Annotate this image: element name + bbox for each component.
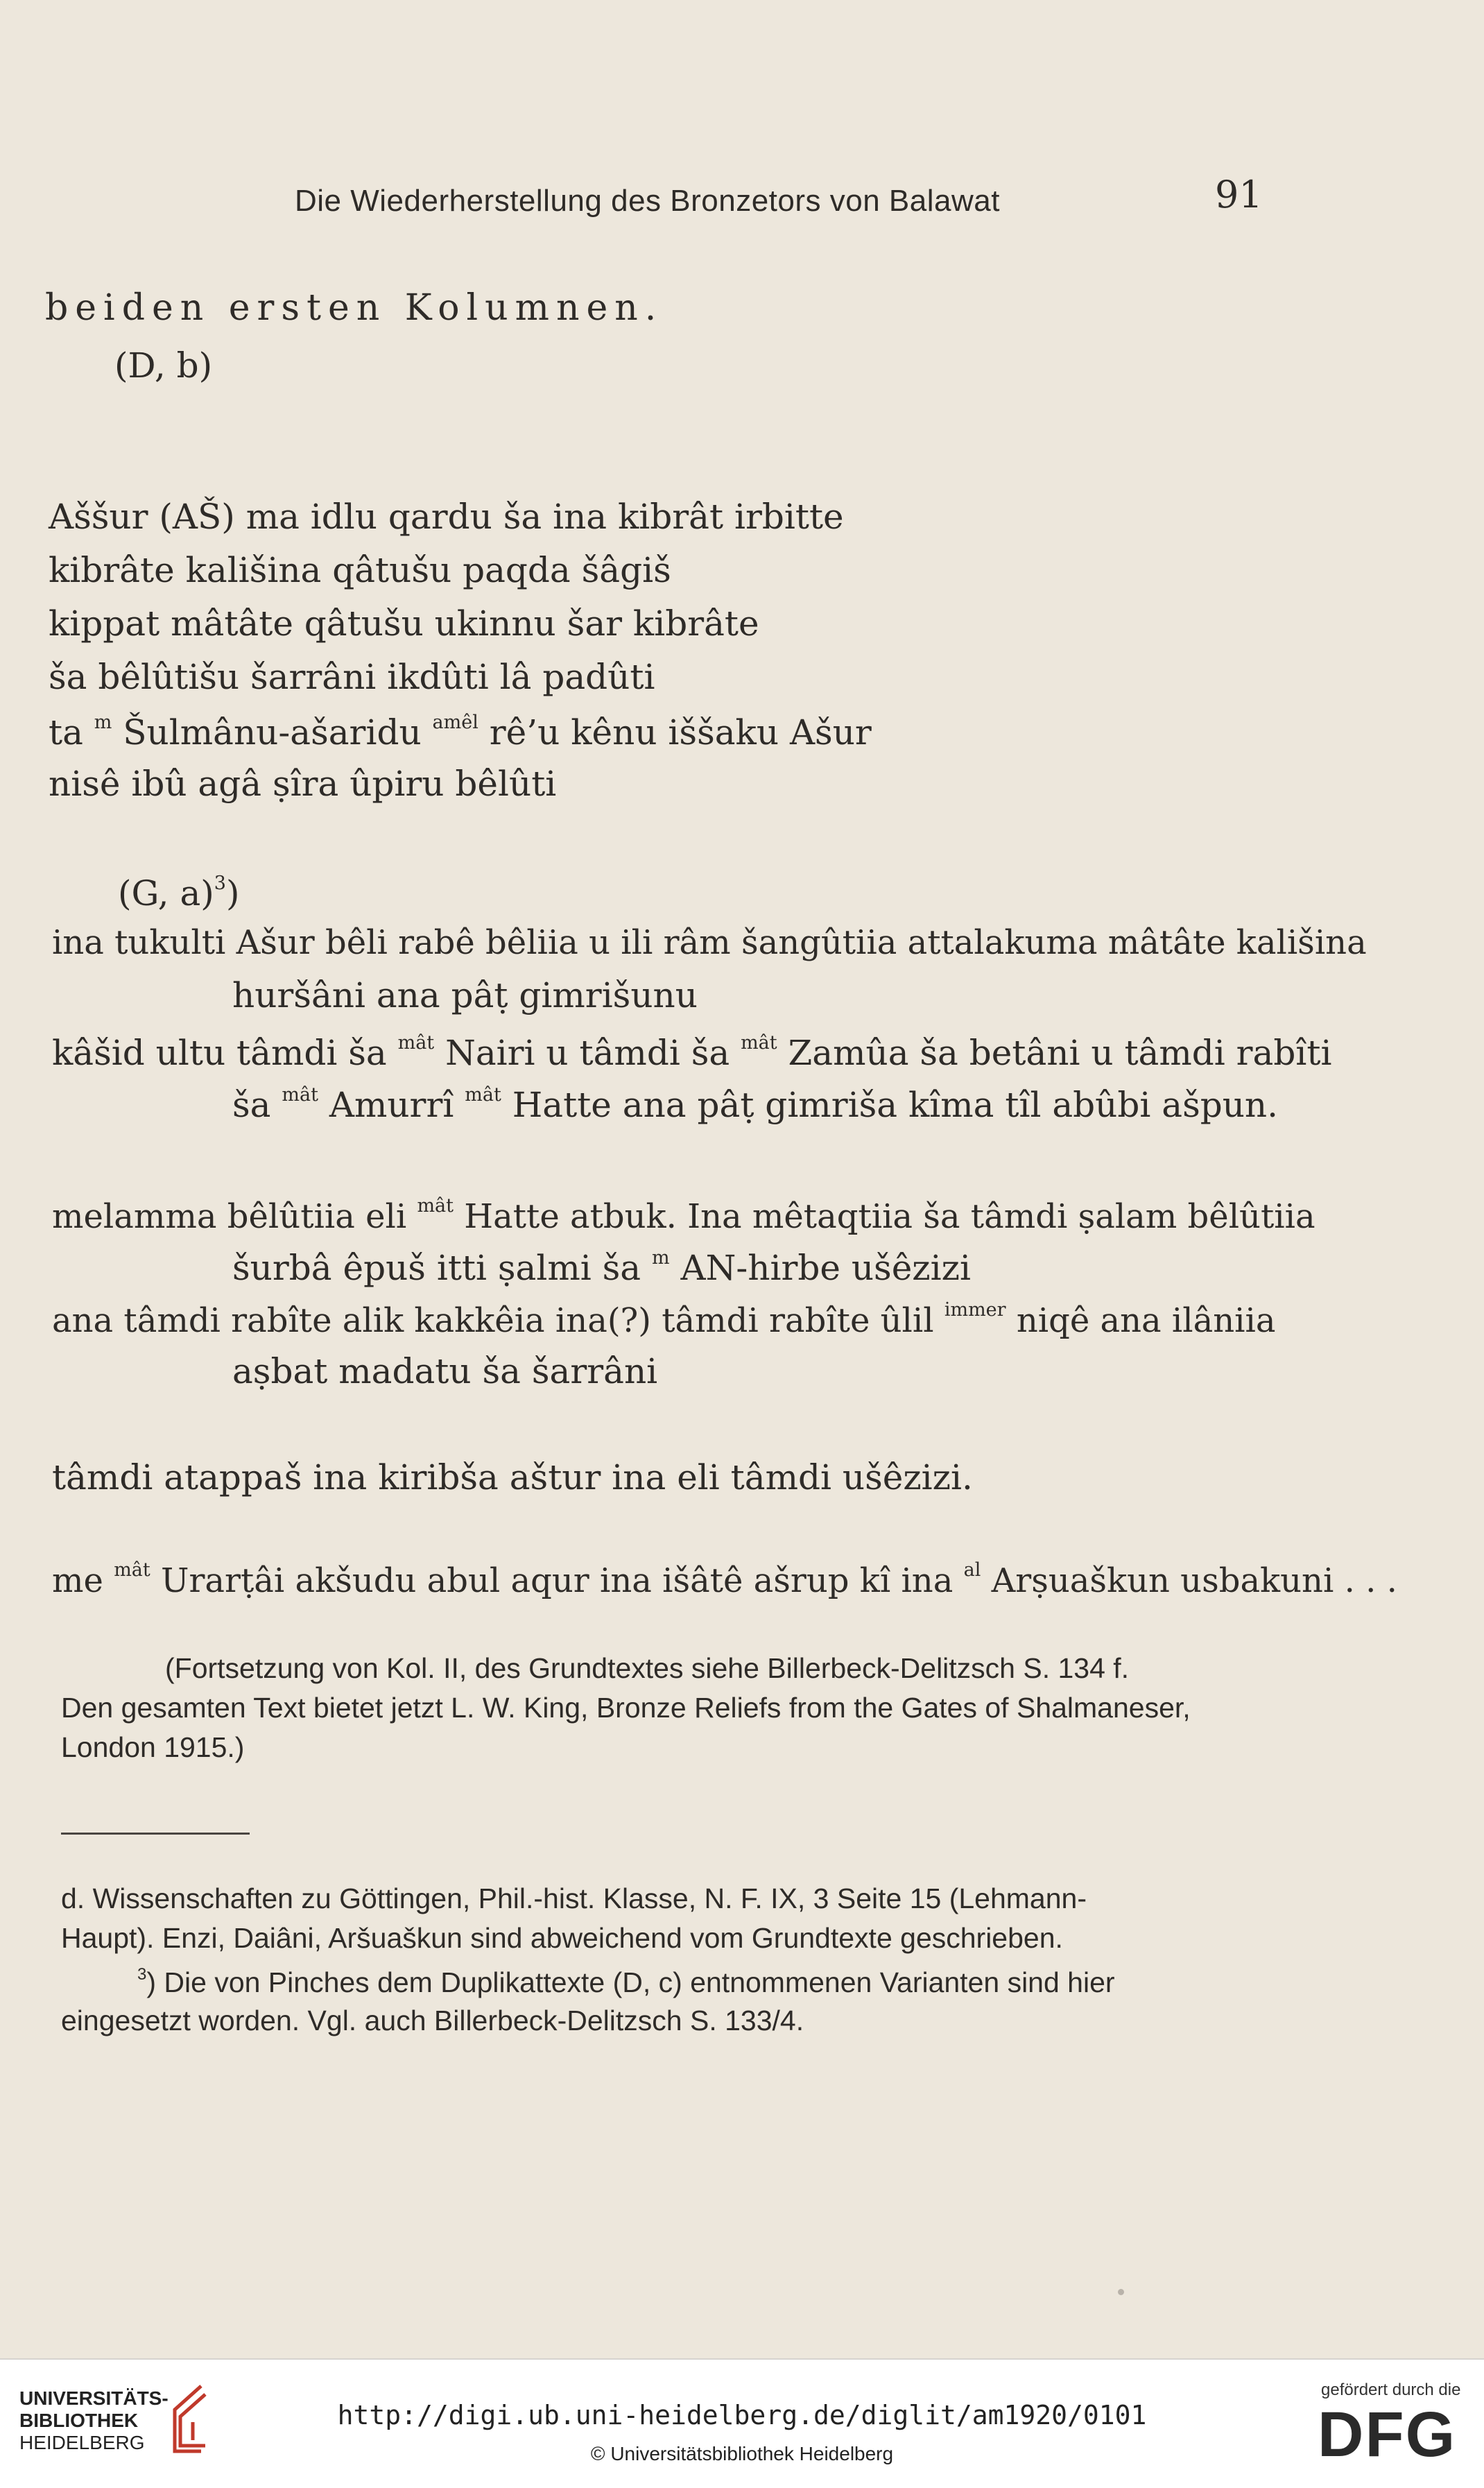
- bracket-note-line: Den gesamten Text bietet jetzt L. W. King, Bronze Reliefs from the Gates of Shalmaneser,: [61, 1692, 1191, 1724]
- footnote-mark: 3: [137, 1965, 147, 1984]
- footnote-mark: 3: [214, 873, 226, 894]
- bracket-note-line: (Fortsetzung von Kol. II, des Grundtextes siehe Billerbeck-Delitzsch S. 134 f.: [165, 1652, 1130, 1684]
- determinative-sup: mât: [397, 1032, 435, 1054]
- section-label-ga: (G, a)$^3$): [118, 873, 240, 913]
- transliteration-line: aṣbat madatu ša šarrâni: [232, 1351, 658, 1391]
- transliteration-line: šurbâ êpuš itti ṣalmi ša $^m$ AN-hirbe ušêzizi: [232, 1247, 971, 1288]
- determinative-sup: m: [94, 712, 112, 733]
- determinative-sup: mât: [114, 1559, 150, 1581]
- transliteration-line: huršâni ana pâṭ gimrišunu: [232, 975, 698, 1015]
- running-title: Die Wiederherstellung des Bronzetors von Balawat: [295, 184, 1000, 218]
- determinative-sup: amêl: [432, 712, 478, 733]
- transliteration-line: kippat mâtâte qâtušu ukinnu šar kibrâte: [49, 603, 759, 644]
- determinative-sup: mât: [465, 1084, 501, 1106]
- footnote-rule: [61, 1833, 250, 1835]
- transliteration-line: melamma bêlûtiia eli $^{mât}$ Hatte atbuk. Ina mêtaqtiia ša tâmdi ṣalam bêlûtiia: [52, 1195, 1315, 1236]
- transliteration-line: ta $^m$ Šulmânu-ašaridu $^{amêl}$ rê’u kênu iššaku Ašur: [49, 712, 872, 753]
- determinative-sup: m: [652, 1247, 670, 1269]
- transliteration-line: ša bêlûtišu šarrâni ikdûti lâ padûti: [49, 657, 655, 697]
- funding-caption: gefördert durch die: [1321, 2380, 1461, 2399]
- footer-bar: [0, 2358, 1484, 2488]
- section-heading: beiden ersten Kolumnen.: [45, 287, 664, 329]
- transliteration-line: ina tukulti Ašur bêli rabê bêliia u ili râm šangûtiia attalakuma mâtâte kališina: [52, 923, 1367, 962]
- library-logo-text: UNIVERSITÄTS- BIBLIOTHEK HEIDELBERG: [19, 2387, 169, 2453]
- footnote-line: Haupt). Enzi, Daiâni, Aršuaškun sind abweichend vom Grundtexte geschrieben.: [61, 1922, 1063, 1954]
- section-label-db: (D, b): [114, 345, 213, 386]
- transliteration-line: tâmdi atappaš ina kiribša aštur ina eli tâmdi ušêzizi.: [52, 1457, 973, 1498]
- determinative-sup: mât: [282, 1084, 318, 1106]
- dfg-logo: DFG: [1318, 2399, 1457, 2470]
- bracket-note-line: London 1915.): [61, 1731, 245, 1763]
- transliteration-line: ša $^{mât}$ Amurrî $^{mât}$ Hatte ana pâṭ gimriša kîma tîl abûbi ašpun.: [232, 1084, 1279, 1125]
- permalink[interactable]: http://digi.ub.uni-heidelberg.de/diglit/am1920/0101: [337, 2400, 1147, 2430]
- page-number: 91: [1215, 173, 1263, 216]
- copyright-notice: © Universitätsbibliothek Heidelberg: [590, 2443, 894, 2464]
- determinative-sup: immer: [944, 1299, 1006, 1321]
- determinative-sup: al: [963, 1559, 981, 1581]
- paper-speck: [1118, 2289, 1124, 2295]
- transliteration-line: nisê ibû agâ ṣîra ûpiru bêlûti: [49, 764, 557, 804]
- transliteration-line: ana tâmdi rabîte alik kakkêia ina(?) tâmdi rabîte ûlil $^{immer}$ niqê ana ilâniia: [52, 1299, 1276, 1340]
- transliteration-line: kâšid ultu tâmdi ša $^{mât}$ Nairi u tâmdi ša $^{mât}$ Zamûa ša betâni u tâmdi rabîti: [52, 1032, 1332, 1073]
- footnote-line: $^3$) Die von Pinches dem Duplikattexte (D, c) entnommenen Varianten sind hier: [137, 1965, 1115, 1998]
- transliteration-line: Aššur (AŠ) ma idlu qardu ša ina kibrât irbitte: [49, 497, 844, 537]
- transliteration-line: me $^{mât}$ Urarṭâi akšudu abul aqur ina išâtê ašrup kî ina $^{al}$ Arṣuaškun usbakuni . . .: [52, 1559, 1397, 1600]
- transliteration-line: kibrâte kališina qâtušu paqda šâgiš: [49, 550, 671, 590]
- determinative-sup: mât: [417, 1195, 454, 1217]
- footnote-line: eingesetzt worden. Vgl. auch Billerbeck-Delitzsch S. 133/4.: [61, 2005, 804, 2036]
- determinative-sup: mât: [741, 1032, 777, 1054]
- footnote-line: d. Wissenschaften zu Göttingen, Phil.-hist. Klasse, N. F. IX, 3 Seite 15 (Lehmann-: [61, 1882, 1087, 1914]
